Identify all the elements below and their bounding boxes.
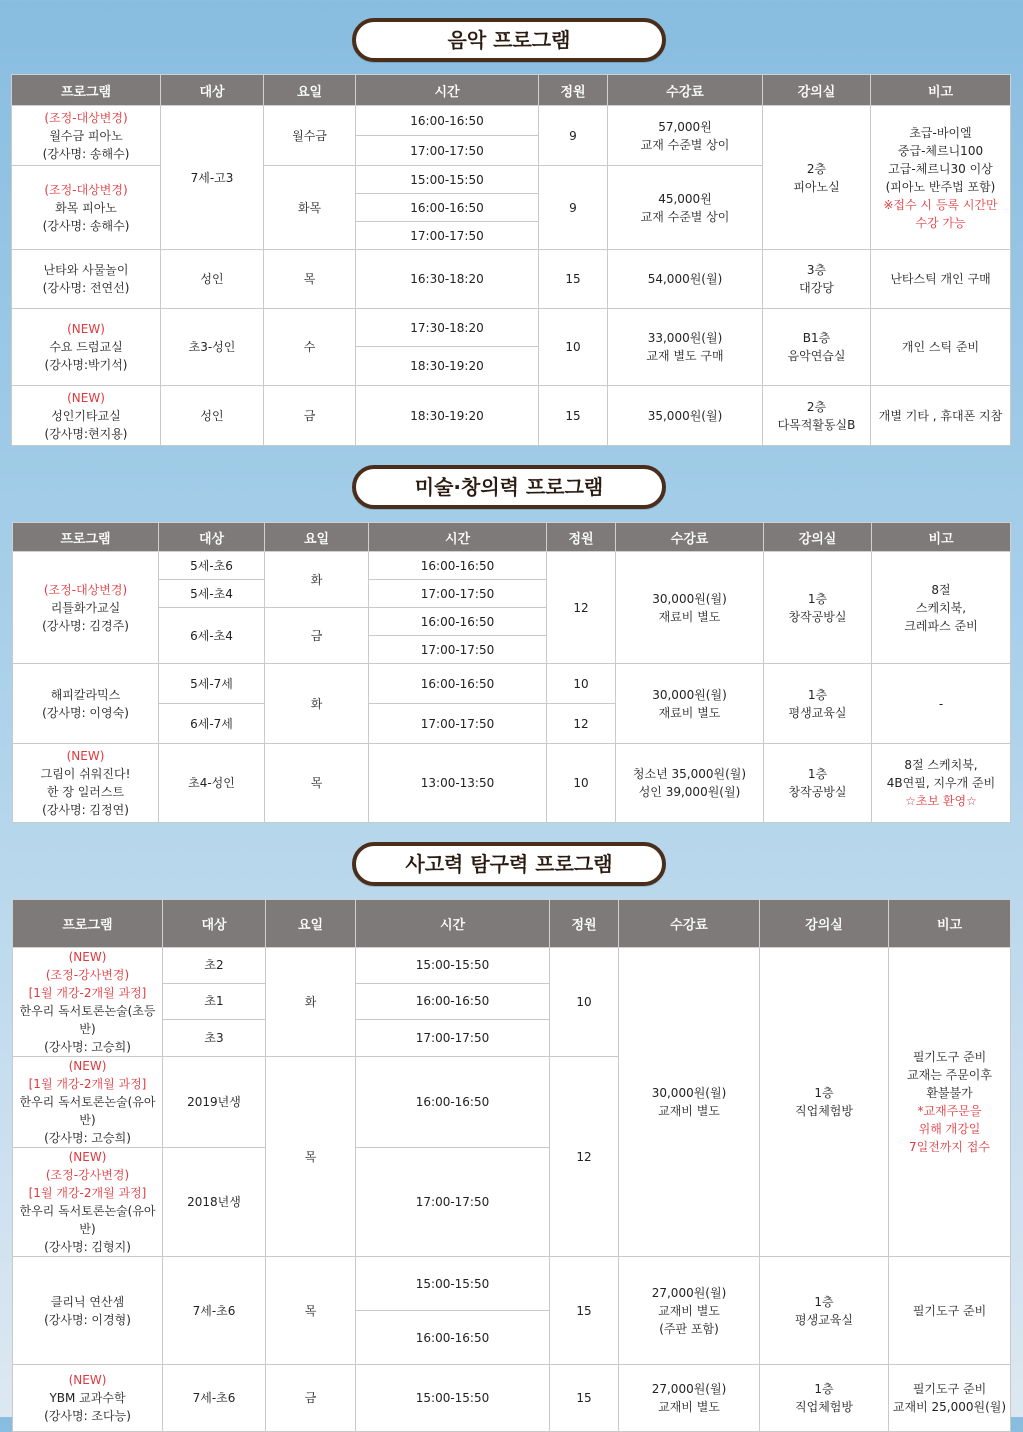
table-row bbox=[13, 664, 1011, 704]
fee-cell: 청소년 35,000원(월) 성인 39,000원(월) bbox=[616, 744, 764, 823]
header-day: 요일 bbox=[266, 900, 356, 948]
target-cell: 초3-성인 bbox=[161, 309, 264, 386]
art-table bbox=[12, 522, 1011, 823]
room-cell: 1층 평생교육실 bbox=[764, 664, 872, 744]
fee-cell: 30,000원(월) 교재비 별도 bbox=[619, 948, 760, 1257]
header-time: 시간 bbox=[369, 523, 547, 552]
time-cell: 17:30-18:20 bbox=[356, 309, 539, 347]
header-fee: 수강료 bbox=[608, 75, 763, 106]
program-cell: 클리닉 연산셈 (강사명: 이경형) bbox=[13, 1257, 163, 1365]
program-cell: (조정-대상변경) 리틀화가교실 (강사명: 김경주) bbox=[13, 552, 159, 664]
note-cell: 개인 스틱 준비 bbox=[871, 309, 1011, 386]
room-cell: 1층 직업체험방 bbox=[760, 948, 889, 1257]
target-cell: 2018년생 bbox=[163, 1148, 266, 1257]
table-header-row bbox=[12, 75, 1011, 106]
time-cell: 16:00-16:50 bbox=[369, 608, 547, 636]
thinking-table bbox=[12, 899, 1011, 1432]
capacity-cell: 12 bbox=[547, 552, 616, 664]
capacity-cell: 15 bbox=[539, 386, 608, 446]
day-cell: 목 bbox=[266, 1057, 356, 1257]
target-cell: 6세-초4 bbox=[159, 608, 265, 664]
table-row bbox=[13, 1257, 1011, 1311]
room-cell: 2층 피아노실 bbox=[763, 106, 871, 250]
program-cell: (조정-대상변경) 화목 피아노 (강사명: 송해수) bbox=[12, 166, 161, 250]
target-cell: 7세-초6 bbox=[163, 1257, 266, 1365]
time-cell: 17:00-17:50 bbox=[369, 636, 547, 664]
table-header-row bbox=[13, 900, 1011, 948]
target-cell: 7세-초6 bbox=[163, 1365, 266, 1432]
capacity-cell: 10 bbox=[550, 948, 619, 1057]
note-cell: 초급-바이엘 중급-체르니100 고급-체르니30 이상 (피아노 반주법 포함) ※접수 시 등록 시간만 수강 가능 bbox=[871, 106, 1011, 250]
day-cell: 목 bbox=[264, 250, 356, 309]
note-cell: 개별 기타 , 휴대폰 지참 bbox=[871, 386, 1011, 446]
time-cell: 18:30-19:20 bbox=[356, 347, 539, 386]
capacity-cell: 15 bbox=[550, 1365, 619, 1432]
fee-cell: 45,000원 교재 수준별 상이 bbox=[608, 166, 763, 250]
table-row bbox=[13, 552, 1011, 580]
day-cell: 금 bbox=[265, 608, 369, 664]
day-cell: 화목 bbox=[264, 166, 356, 250]
header-room: 강의실 bbox=[760, 900, 889, 948]
capacity-cell: 15 bbox=[550, 1257, 619, 1365]
header-room: 강의실 bbox=[763, 75, 871, 106]
header-time: 시간 bbox=[356, 900, 550, 948]
table-row bbox=[13, 744, 1011, 823]
time-cell: 17:00-17:50 bbox=[369, 704, 547, 744]
section-title-thinking: 사고력 탐구력 프로그램 bbox=[352, 842, 666, 886]
time-cell: 16:00-16:50 bbox=[356, 1057, 550, 1148]
program-cell: (조정-대상변경) 월수금 피아노 (강사명: 송해수) bbox=[12, 106, 161, 166]
note-cell: 난타스틱 개인 구매 bbox=[871, 250, 1011, 309]
target-cell: 초1 bbox=[163, 983, 266, 1020]
time-cell: 16:00-16:50 bbox=[356, 983, 550, 1020]
header-time: 시간 bbox=[356, 75, 539, 106]
program-cell: 난타와 사물놀이 (강사명: 전연선) bbox=[12, 250, 161, 309]
table-row bbox=[12, 250, 1011, 309]
time-cell: 17:00-17:50 bbox=[369, 580, 547, 608]
target-cell: 5세-7세 bbox=[159, 664, 265, 704]
target-cell: 6세-7세 bbox=[159, 704, 265, 744]
time-cell: 15:00-15:50 bbox=[356, 948, 550, 984]
note-cell: 8절 스케치북, 4B연필, 지우개 준비 ☆초보 환영☆ bbox=[872, 744, 1011, 823]
fee-cell: 30,000원(월) 재료비 별도 bbox=[616, 552, 764, 664]
program-cell: (NEW) 수요 드럼교실 (강사명:박기석) bbox=[12, 309, 161, 386]
music-table bbox=[11, 74, 1011, 446]
time-cell: 16:00-16:50 bbox=[356, 194, 539, 222]
table-row bbox=[12, 309, 1011, 347]
section-title-art: 미술·창의력 프로그램 bbox=[352, 465, 666, 509]
room-cell: 1층 창작공방실 bbox=[764, 744, 872, 823]
capacity-cell: 9 bbox=[539, 166, 608, 250]
table-row bbox=[12, 106, 1011, 136]
fee-cell: 33,000원(월) 교재 별도 구매 bbox=[608, 309, 763, 386]
room-cell: 1층 창작공방실 bbox=[764, 552, 872, 664]
target-cell: 5세-초4 bbox=[159, 580, 265, 608]
note-cell: - bbox=[872, 664, 1011, 744]
header-capacity: 정원 bbox=[547, 523, 616, 552]
note-cell: 필기도구 준비 교재는 주문이후 환불불가 *교재주문을 위해 개강일 7일전까지 접수 bbox=[889, 948, 1011, 1257]
program-cell: (NEW) (조정-강사변경) [1월 개강-2개월 과정] 한우리 독서토론논술(유아반) (강사명: 김형지) bbox=[13, 1148, 163, 1257]
program-cell: (NEW) YBM 교과수학 (강사명: 조다능) bbox=[13, 1365, 163, 1432]
day-cell: 금 bbox=[264, 386, 356, 446]
capacity-cell: 10 bbox=[547, 664, 616, 704]
day-cell: 월수금 bbox=[264, 106, 356, 166]
target-cell: 성인 bbox=[161, 386, 264, 446]
header-note: 비고 bbox=[872, 523, 1011, 552]
header-room: 강의실 bbox=[764, 523, 872, 552]
fee-cell: 27,000원(월) 교재비 별도 bbox=[619, 1365, 760, 1432]
fee-cell: 35,000원(월) bbox=[608, 386, 763, 446]
header-program: 프로그램 bbox=[13, 900, 163, 948]
time-cell: 16:00-16:50 bbox=[356, 1311, 550, 1365]
table-row bbox=[13, 948, 1011, 984]
fee-cell: 54,000원(월) bbox=[608, 250, 763, 309]
room-cell: 3층 대강당 bbox=[763, 250, 871, 309]
capacity-cell: 10 bbox=[539, 309, 608, 386]
header-note: 비고 bbox=[871, 75, 1011, 106]
target-cell: 2019년생 bbox=[163, 1057, 266, 1148]
header-note: 비고 bbox=[889, 900, 1011, 948]
section-title-music: 음악 프로그램 bbox=[352, 18, 666, 62]
target-cell: 초3 bbox=[163, 1020, 266, 1057]
header-day: 요일 bbox=[265, 523, 369, 552]
program-cell: 해피칼라믹스 (강사명: 이영숙) bbox=[13, 664, 159, 744]
room-cell: 2층 다목적활동실B bbox=[763, 386, 871, 446]
day-cell: 목 bbox=[265, 744, 369, 823]
time-cell: 15:00-15:50 bbox=[356, 166, 539, 194]
time-cell: 16:30-18:20 bbox=[356, 250, 539, 309]
time-cell: 17:00-17:50 bbox=[356, 1148, 550, 1257]
fee-cell: 57,000원 교재 수준별 상이 bbox=[608, 106, 763, 166]
header-capacity: 정원 bbox=[539, 75, 608, 106]
table-row bbox=[13, 1365, 1011, 1432]
time-cell: 16:00-16:50 bbox=[369, 664, 547, 704]
room-cell: B1층 음악연습실 bbox=[763, 309, 871, 386]
target-cell: 성인 bbox=[161, 250, 264, 309]
note-cell: 필기도구 준비 bbox=[889, 1257, 1011, 1365]
capacity-cell: 10 bbox=[547, 744, 616, 823]
day-cell: 금 bbox=[266, 1365, 356, 1432]
day-cell: 화 bbox=[266, 948, 356, 1057]
header-target: 대상 bbox=[163, 900, 266, 948]
day-cell: 수 bbox=[264, 309, 356, 386]
room-cell: 1층 직업체험방 bbox=[760, 1365, 889, 1432]
time-cell: 17:00-17:50 bbox=[356, 1020, 550, 1057]
capacity-cell: 15 bbox=[539, 250, 608, 309]
target-cell: 초2 bbox=[163, 948, 266, 984]
header-fee: 수강료 bbox=[619, 900, 760, 948]
target-cell: 초4-성인 bbox=[159, 744, 265, 823]
header-target: 대상 bbox=[161, 75, 264, 106]
program-cell: (NEW) 그림이 쉬워진다! 한 장 일러스트 (강사명: 김정연) bbox=[13, 744, 159, 823]
header-fee: 수강료 bbox=[616, 523, 764, 552]
program-cell: (NEW) (조정-강사변경) [1월 개강-2개월 과정] 한우리 독서토론논술(초등반) (강사명: 고승희) bbox=[13, 948, 163, 1057]
program-cell: (NEW) 성인기타교실 (강사명:현지용) bbox=[12, 386, 161, 446]
time-cell: 16:00-16:50 bbox=[369, 552, 547, 580]
header-target: 대상 bbox=[159, 523, 265, 552]
note-cell: 필기도구 준비 교재비 25,000원(월) bbox=[889, 1365, 1011, 1432]
time-cell: 16:00-16:50 bbox=[356, 106, 539, 136]
table-header-row bbox=[13, 523, 1011, 552]
header-program: 프로그램 bbox=[13, 523, 159, 552]
day-cell: 목 bbox=[266, 1257, 356, 1365]
time-cell: 15:00-15:50 bbox=[356, 1365, 550, 1432]
time-cell: 18:30-19:20 bbox=[356, 386, 539, 446]
day-cell: 화 bbox=[265, 664, 369, 744]
capacity-cell: 9 bbox=[539, 106, 608, 166]
fee-cell: 27,000원(월) 교재비 별도 (주판 포함) bbox=[619, 1257, 760, 1365]
room-cell: 1층 평생교육실 bbox=[760, 1257, 889, 1365]
capacity-cell: 12 bbox=[550, 1057, 619, 1257]
time-cell: 13:00-13:50 bbox=[369, 744, 547, 823]
header-day: 요일 bbox=[264, 75, 356, 106]
capacity-cell: 12 bbox=[547, 704, 616, 744]
table-row bbox=[12, 386, 1011, 446]
fee-cell: 30,000원(월) 재료비 별도 bbox=[616, 664, 764, 744]
header-capacity: 정원 bbox=[550, 900, 619, 948]
day-cell: 화 bbox=[265, 552, 369, 608]
time-cell: 17:00-17:50 bbox=[356, 136, 539, 166]
header-program: 프로그램 bbox=[12, 75, 161, 106]
program-cell: (NEW) [1월 개강-2개월 과정] 한우리 독서토론논술(유아반) (강사명: 고승희) bbox=[13, 1057, 163, 1148]
time-cell: 17:00-17:50 bbox=[356, 222, 539, 250]
target-cell: 7세-고3 bbox=[161, 106, 264, 250]
note-cell: 8절 스케치북, 크레파스 준비 bbox=[872, 552, 1011, 664]
target-cell: 5세-초6 bbox=[159, 552, 265, 580]
time-cell: 15:00-15:50 bbox=[356, 1257, 550, 1311]
